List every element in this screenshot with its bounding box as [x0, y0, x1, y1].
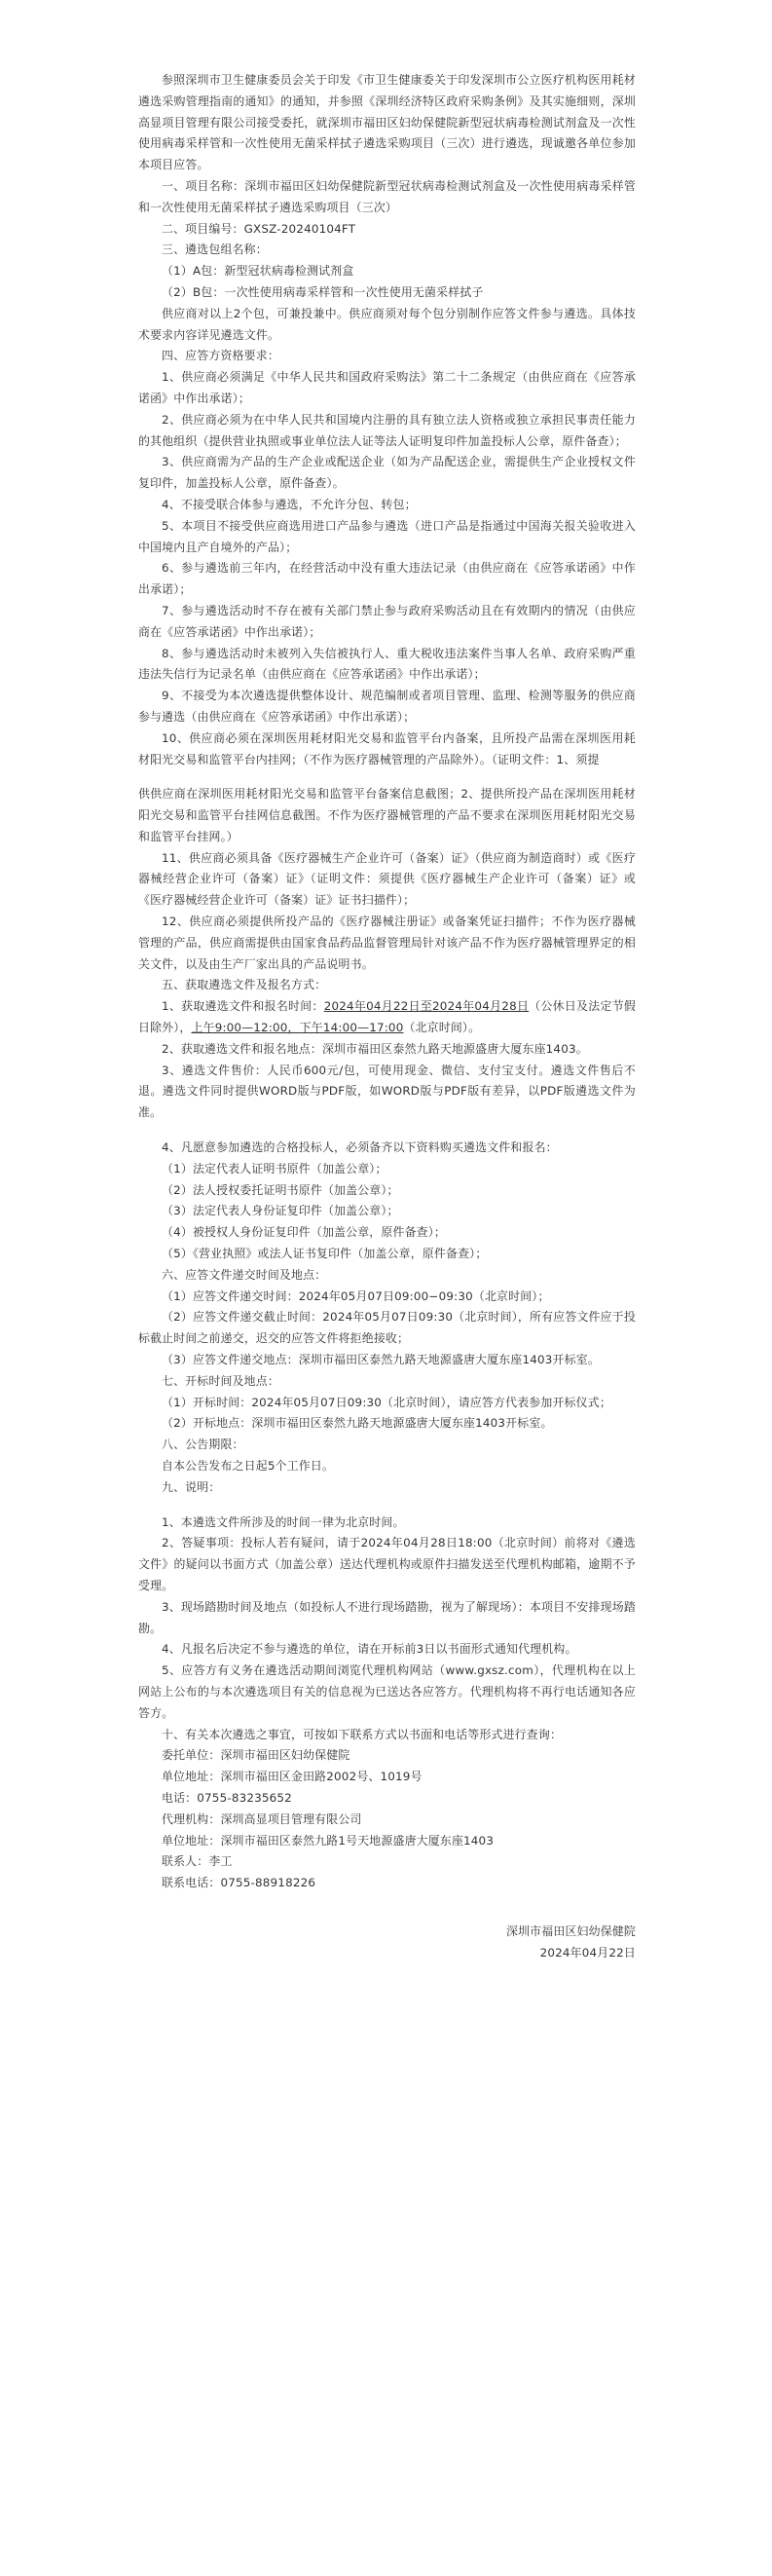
note-item: 1、本遴选文件所涉及的时间一律为北京时间。: [162, 1514, 405, 1529]
section-project-number: 二、项目编号：GXSZ-20240104FT: [162, 221, 356, 236]
obtain-place: 2、获取遴选文件和报名地点：深圳市福田区泰然九路天地源盛唐大厦东座1403。: [162, 1041, 588, 1056]
qualification-item: 1、供应商必须满足《中华人民共和国政府采购法》第二十二条规定（由供应商在《应答承诺函》中作出承诺）；: [138, 370, 636, 405]
contact-client-address: 单位地址：深圳市福田区金田路2002号、1019号: [162, 1770, 423, 1784]
period-text: 自本公告发布之日起5个工作日。: [162, 1459, 335, 1473]
opening-item: （1）开标时间：2024年05月07日09:30（北京时间），请应答方代表参加开标仪式；: [162, 1395, 611, 1409]
contact-person: 联系人：李工: [162, 1854, 233, 1869]
spacer: [138, 1124, 636, 1138]
contact-phone: 联系电话：0755-88918226: [162, 1876, 316, 1890]
submission-item: （1）应答文件递交时间：2024年05月07日09:00−09:30（北京时间）；: [162, 1288, 550, 1303]
material-item: （3）法定代表人身份证复印件（加盖公章）；: [162, 1204, 399, 1218]
obtain-date-range: 2024年04月22日至2024年04月28日: [323, 999, 530, 1014]
material-item: （5）《营业执照》或法人证书复印件（加盖公章，原件备查）；: [162, 1247, 488, 1261]
note-item: 5、应答方有义务在遴选活动期间浏览代理机构网站（www.gxsz.com），代理机构在以上网站上公布的与本次遴选项目有关的信息视为已送达各应答方。代理机构将不再行电话通知各应答方。: [138, 1663, 636, 1720]
material-item: （2）法人授权委托证明书原件（加盖公章）；: [162, 1182, 399, 1197]
lots-note: 供应商对以上2个包，可兼投兼中。供应商须对每个包分别制作应答文件参与遴选。具体技术要求内容详见遴选文件。: [138, 306, 636, 342]
obtain-pm: 下午14:00—17:00: [299, 1021, 404, 1035]
obtain-am: 上午9:00—12:00，: [191, 1021, 300, 1035]
material-item: （1）法定代表人证明书原件（加盖公章）；: [162, 1161, 387, 1176]
qualification-item: 9、不接受为本次遴选提供整体设计、规范编制或者项目管理、监理、检测等服务的供应商参与遴选（由供应商在《应答承诺函》中作出承诺）；: [138, 689, 636, 724]
qualification-item: 4、不接受联合体参与遴选，不允许分包、转包；: [162, 497, 417, 511]
section-submission-heading: 六、应答文件递交时间及地点：: [162, 1267, 327, 1282]
lot-b: （2）B包：一次性使用病毒采样管和一次性使用无菌采样拭子: [162, 284, 484, 299]
signature-organization: 深圳市福田区妇幼保健院: [506, 1923, 636, 1938]
section-contact-heading: 十、有关本次遴选之事宜，可按如下联系方式以书面和电话等形式进行查询：: [162, 1727, 563, 1741]
qualification-item: 7、参与遴选活动时不存在被有关部门禁止参与政府采购活动且在有效期内的情况（由供应商在《应答承诺函》中作出承诺）；: [138, 603, 636, 639]
contact-agency-address: 单位地址：深圳市福田区泰然九路1号天地源盛唐大厦东座1403: [162, 1833, 495, 1848]
contact-client: 委托单位：深圳市福田区妇幼保健院: [162, 1748, 350, 1763]
intro-paragraph: 参照深圳市卫生健康委员会关于印发《市卫生健康委关于印发深圳市公立医疗机构医用耗材遴选采购管理指南的通知》的通知，并参照《深圳经济特区政府采购条例》及其实施细则，深圳高显项目管理有限公司接受委托，就深圳市福田区妇幼保健院新型冠状病毒检测试剂盒及一次性使用病毒采样管和一次性使用无菌采样拭子遴选采购项目（三次）进行遴选，现诚邀各单位参加本项目应答。: [138, 73, 636, 172]
spacer: [138, 1499, 636, 1512]
qualification-item: 3、供应商需为产品的生产企业或配送企业（如为产品配送企业，需提供生产企业授权文件复印件，加盖投标人公章，原件备查）。: [138, 455, 636, 491]
qualification-item: 2、供应商必须为在中华人民共和国境内注册的具有独立法人资格或独立承担民事责任能力的其他组织（提供营业执照或事业单位法人证等法人证明复印件加盖投标人公章，原件备查）；: [138, 412, 636, 448]
qualification-item: 10、供应商必须在深圳医用耗材阳光交易和监管平台内备案，且所投产品需在深圳医用耗材阳光交易和监管平台内挂网；（不作为医疗器械管理的产品除外）。（证明文件：1、须提: [138, 730, 636, 766]
contact-agency: 代理机构：深圳高显项目管理有限公司: [162, 1811, 362, 1826]
note-item: 3、现场踏勘时间及地点（如投标人不进行现场踏勘，视为了解现场）：本项目不安排现场踏勘。: [138, 1599, 636, 1635]
qualification-item-continued: 供供应商在深圳医用耗材阳光交易和监管平台备案信息截图；2、提供所投产品在深圳医用耗材阳光交易和监管平台挂网信息截图。不作为医疗器械管理的产品不要求在深圳医用耗材阳光交易和监管平台挂网。）: [138, 787, 636, 843]
qualification-item: 6、参与遴选前三年内，在经营活动中没有重大违法记录（由供应商在《应答承诺函》中作出承诺）；: [138, 561, 636, 597]
submission-item: （2）应答文件递交截止时间：2024年05月07日09:30（北京时间），所有应答文件应于投标截止时间之前递交，迟交的应答文件将拒绝接收；: [138, 1310, 636, 1346]
section-notes-heading: 九、说明：: [162, 1479, 221, 1494]
note-item: 4、凡报名后决定不参与遴选的单位，请在开标前3日以书面形式通知代理机构。: [162, 1642, 577, 1657]
obtain-price: 3、遴选文件售价：人民币600元/包，可使用现金、微信、支付宝支付。遴选文件售后不退。遴选文件同时提供WORD版与PDF版，如WORD版与PDF版有差异，以PDF版遴选文件为准。: [138, 1063, 636, 1120]
qualification-item: 8、参与遴选活动时未被列入失信被执行人、重大税收违法案件当事人名单、政府采购严重违法失信行为记录名单（由供应商在《应答承诺函》中作出承诺）；: [138, 646, 636, 682]
section-qualifications-heading: 四、应答方资格要求：: [162, 349, 279, 363]
qualification-item: 5、本项目不接受供应商选用进口产品参与遴选（进口产品是指通过中国海关报关验收进入中国境内且产自境外的产品）；: [138, 518, 636, 554]
section-project-name: 一、项目名称：深圳市福田区妇幼保健院新型冠状病毒检测试剂盒及一次性使用病毒采样管和一次性使用无菌采样拭子遴选采购项目（三次）: [138, 178, 636, 214]
section-lots-heading: 三、遴选包组名称：: [162, 243, 268, 257]
obtain-time-label: 1、获取遴选文件和报名时间：: [162, 999, 324, 1014]
obtain-time-end: （北京时间）。: [403, 1021, 481, 1035]
obtain-materials-heading: 4、凡愿意参加遴选的合格投标人，必须备齐以下资料购买遴选文件和报名：: [162, 1140, 558, 1155]
spacer: [138, 770, 636, 784]
obtain-time: [138, 996, 636, 1039]
submission-item: （3）应答文件递交地点：深圳市福田区泰然九路天地源盛唐大厦东座1403开标室。: [162, 1353, 600, 1367]
note-item: 2、答疑事项：投标人若有疑问，请于2024年04月28日18:00（北京时间）前将对《遴选文件》的疑问以书面方式（加盖公章）送达代理机构或原件扫描发送至代理机构邮箱，逾期不予受理。: [138, 1536, 636, 1592]
obtain-date-note: （公休日及法定节假日除外），: [138, 999, 636, 1035]
section-period-heading: 八、公告期限：: [162, 1437, 244, 1452]
material-item: （4）被授权人身份证复印件（加盖公章，原件备查）；: [162, 1225, 446, 1240]
section-obtain-heading: 五、获取遴选文件及报名方式：: [162, 978, 327, 992]
qualification-item: 12、供应商必须提供所投产品的《医疗器械注册证》或备案凭证扫描件；不作为医疗器械管理的产品，供应商需提供由国家食品药品监督管理局针对该产品不作为医疗器械管理界定的相关文件，以及由生产厂家出具的产品说明书。: [138, 915, 636, 971]
opening-item: （2）开标地点：深圳市福田区泰然九路天地源盛唐大厦东座1403开标室。: [162, 1416, 553, 1431]
spacer: [138, 1894, 636, 1922]
qualification-item: 11、供应商必须具备《医疗器械生产企业许可（备案）证》（供应商为制造商时）或《医疗器械经营企业许可（备案）证》（证明文件：须提供《医疗器械生产企业许可（备案）证》或《医疗器械经营企业许可（备案）证》证书扫描件）；: [138, 850, 636, 908]
lot-a: （1）A包：新型冠状病毒检测试剂盒: [162, 264, 354, 279]
signature-date: 2024年04月22日: [539, 1945, 636, 1960]
section-opening-heading: 七、开标时间及地点：: [162, 1373, 279, 1388]
contact-client-phone: 电话：0755-83235652: [162, 1790, 292, 1805]
